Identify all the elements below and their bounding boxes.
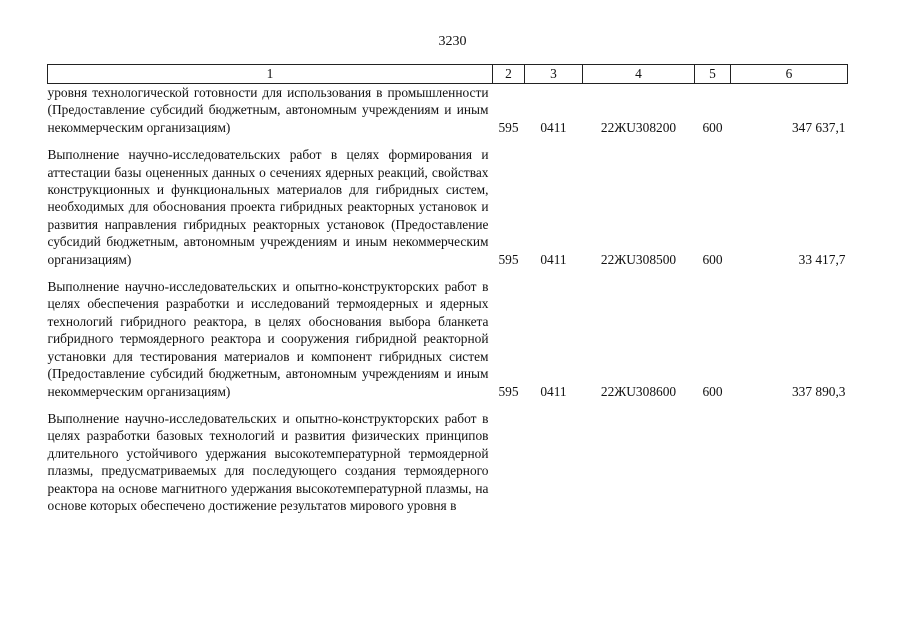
row-description: Выполнение научно-исследовательских и опытно-конструкторских работ в целях разработки базовых технологий и развития физических принципов длительного устойчивого удержания высокотемпературной термоядерной плазмы, предусматриваемых для последующего создания термоядерного реактора на основе магнитного удержания высокотемпературной плазмы, на основе которых обеспечено достижение результатов мирового уровня в	[47, 410, 489, 513]
row-amount: 337 890,3	[791, 383, 846, 399]
table-row	[48, 84, 848, 137]
row-col5: 600	[702, 119, 723, 135]
table-row	[48, 136, 848, 268]
table-row	[48, 268, 848, 400]
row-amount	[731, 400, 848, 514]
table-body	[48, 84, 848, 515]
table-row	[48, 400, 848, 514]
row-col3	[525, 400, 583, 514]
row-col2	[493, 400, 525, 514]
header-col-4: 4	[583, 65, 695, 84]
header-col-6: 6	[731, 65, 848, 84]
table-header	[48, 65, 848, 84]
header-col-3: 3	[525, 65, 583, 84]
row-col2: 595	[498, 119, 519, 135]
row-col3: 0411	[540, 119, 567, 135]
row-col2: 595	[498, 251, 519, 267]
page-number: 3230	[438, 34, 467, 49]
header-col-2: 2	[493, 65, 525, 84]
row-col3: 0411	[540, 251, 567, 267]
row-description: Выполнение научно-исследовательских работ в целях формирования и аттестации базы оцененных данных о сечениях ядерных реакций, свойствах конструкционных и функциональных материалов для гибридных систем, необходимых для обоснования проекта гибридных реакторных установок и развития направления гибридных реакторных установок (Предоставление субсидий бюджетным, автономным учреждениям и иным некоммерческим организациям)	[47, 147, 489, 267]
row-description: уровня технологической готовности для использования в промышленности (Предоставление субсидий бюджетным, автономным учреждениям и иным некоммерческим организациям)	[47, 85, 489, 135]
header-col-5: 5	[695, 65, 731, 84]
row-amount: 347 637,1	[791, 119, 846, 135]
row-col5: 600	[702, 251, 723, 267]
row-col5	[695, 400, 731, 514]
row-col4: 22ЖU308500	[600, 251, 677, 267]
header-row	[48, 65, 848, 84]
row-col5: 600	[702, 383, 723, 399]
budget-table	[47, 64, 848, 514]
row-description: Выполнение научно-исследовательских и опытно-конструкторских работ в целях обеспечения разработки и исследований термоядерных и ядерных технологий гибридного реактора, в целях обоснования выбора бланкета гибридного термоядерного реактора и сооружения гибридной реакторной установки для тестирования материалов и компонент гибридных систем (Предоставление субсидий бюджетным, автономным учреждениям и иным некоммерческим организациям)	[47, 279, 489, 399]
header-col-1: 1	[48, 65, 493, 84]
row-col4: 22ЖU308600	[600, 383, 677, 399]
row-amount: 33 417,7	[798, 251, 846, 267]
row-col4	[583, 400, 695, 514]
row-col4: 22ЖU308200	[600, 119, 677, 135]
row-col2: 595	[498, 383, 519, 399]
row-col3: 0411	[540, 383, 567, 399]
